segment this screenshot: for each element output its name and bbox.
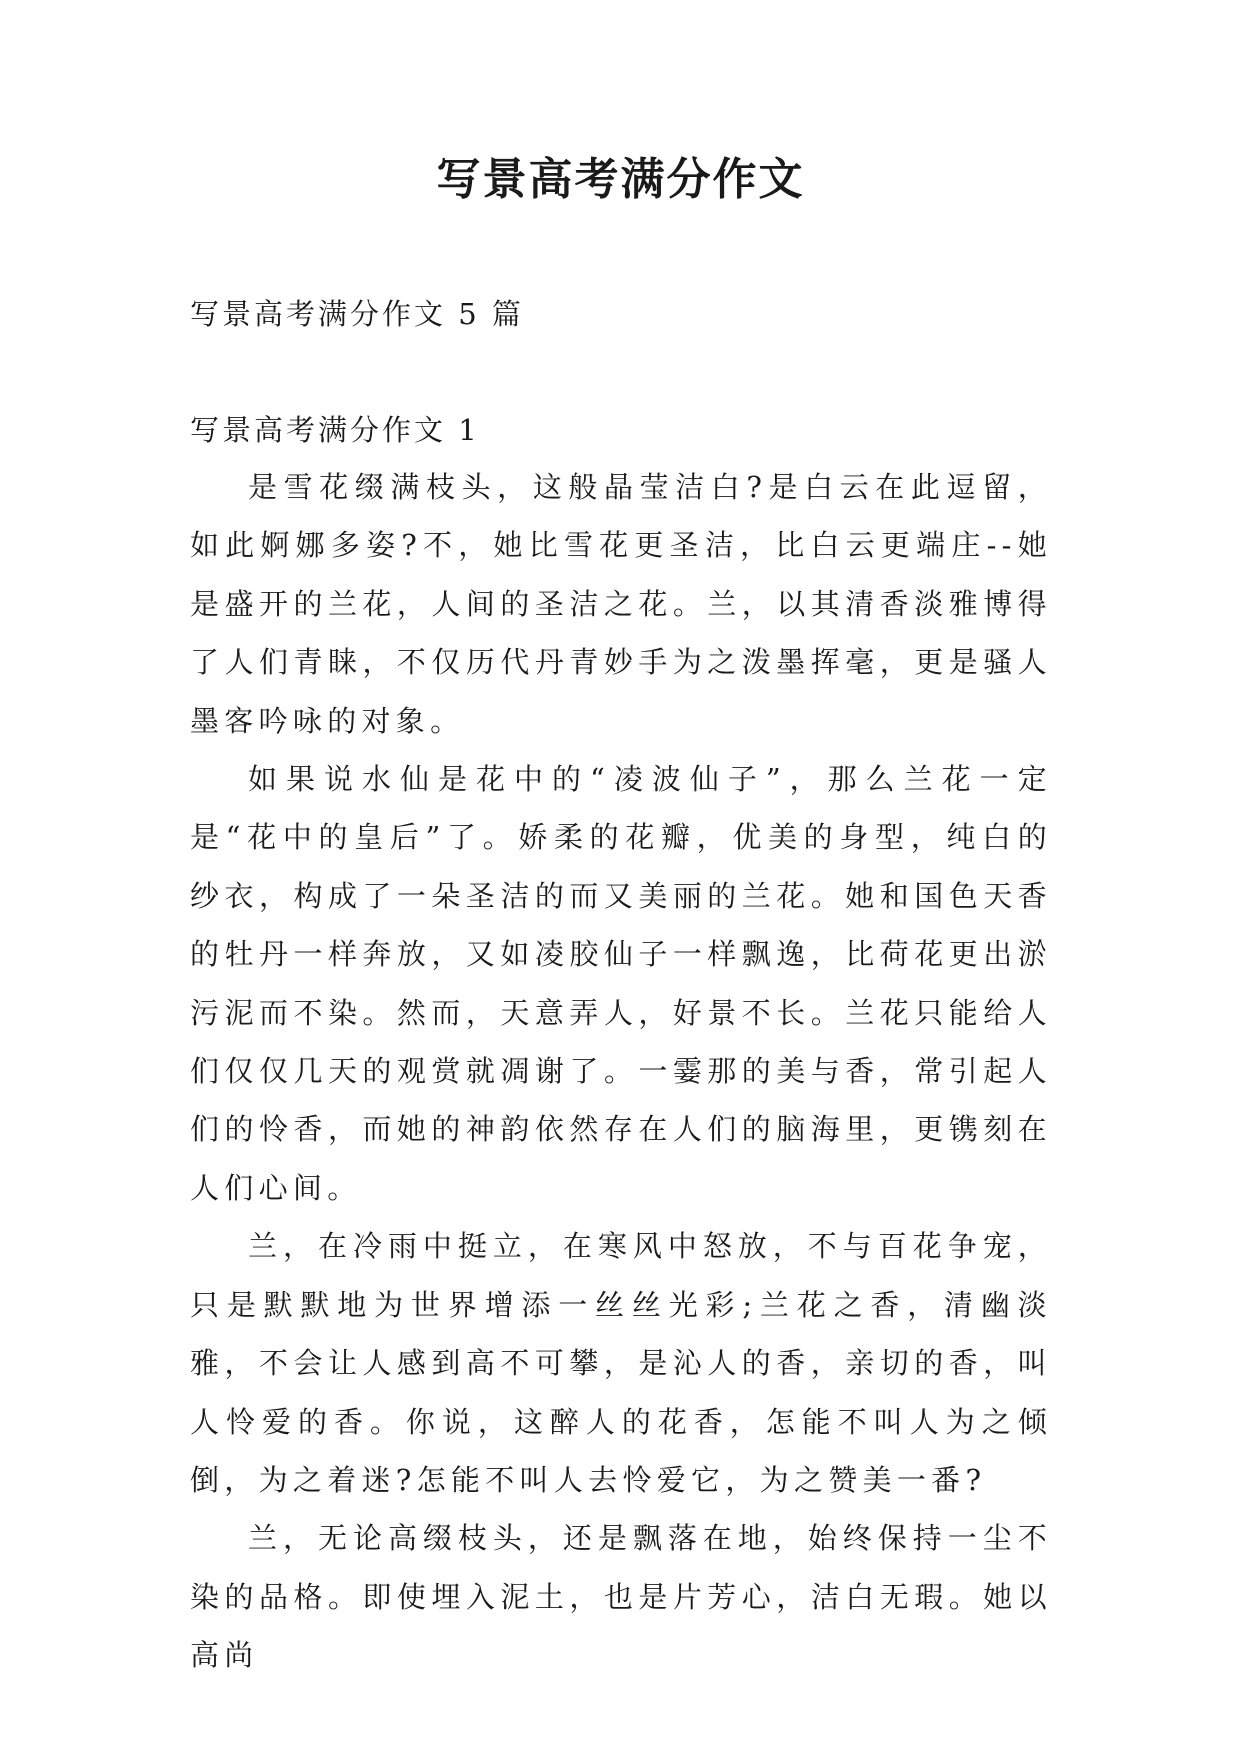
paragraph-1: 是雪花缀满枝头，这般晶莹洁白?是白云在此逗留，如此婀娜多姿?不，她比雪花更圣洁，比白云更端庄--她是盛开的兰花，人间的圣洁之花。兰，以其清香淡雅博得了人们青睐，不仅历代丹青妙手为之泼墨挥毫，更是骚人墨客吟咏的对象。	[190, 470, 1052, 738]
paragraph-4: 兰，无论高缀枝头，还是飘落在地，始终保持一尘不染的品格。即使埋入泥土，也是片芳心，洁白无瑕。她以高尚	[190, 1521, 1052, 1673]
paragraph-2: 如果说水仙是花中的“凌波仙子”，那么兰花一定是“花中的皇后”了。娇柔的花瓣，优美的身型，纯白的纱衣，构成了一朵圣洁的而又美丽的兰花。她和国色天香的牡丹一样奔放，又如凌胶仙子一样飘逸，比荷花更出淤污泥而不染。然而，天意弄人，好景不长。兰花只能给人们仅仅几天的观赏就凋谢了。一霎那的美与香，常引起人们的怜香，而她的神韵依然存在人们的脑海里，更镌刻在人们心间。	[190, 762, 1052, 1205]
section-heading: 写景高考满分作文 1	[190, 413, 480, 447]
paragraph-3: 兰，在冷雨中挺立，在寒风中怒放，不与百花争宠，只是默默地为世界增添一丝丝光彩;兰花之香，清幽淡雅，不会让人感到高不可攀，是沁人的香，亲切的香，叫人怜爱的香。你说，这醉人的花香，怎能不叫人为之倾倒，为之着迷?怎能不叫人去怜爱它，为之赞美一番?	[190, 1229, 1052, 1497]
essay-body	[190, 458, 1052, 1685]
document-subtitle: 写景高考满分作文 5 篇	[190, 297, 524, 331]
document-title: 写景高考满分作文	[436, 154, 805, 205]
